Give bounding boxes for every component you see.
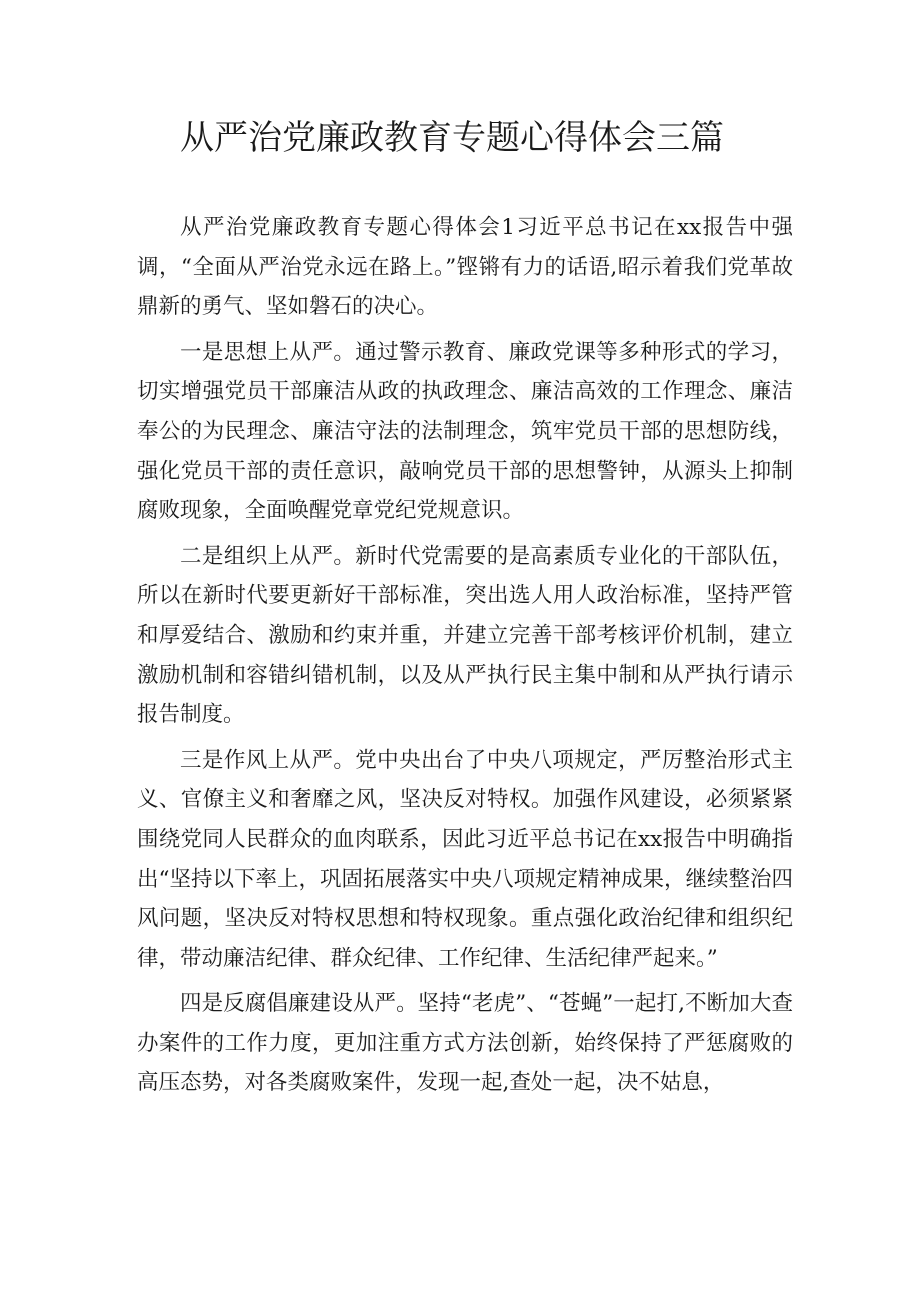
document-body: [137, 208, 793, 1109]
paragraph: 四是反腐倡廉建设从严。坚持“老虎”、“苍蝇”一起打,不断加大查办案件的工作力度，更加注重方式方法创新，始终保持了严惩腐败的高压态势，对各类腐败案件，发现一起,查处一起，决不姑息，: [137, 991, 793, 1096]
document-title: 从严治党廉政教育专题心得体会三篇: [180, 118, 724, 158]
paragraph: 二是组织上从严。新时代党需要的是高素质专业化的干部队伍，所以在新时代要更新好干部标准，突出选人用人政治标准，坚持严管和厚爱结合、激励和约束并重，并建立完善干部考核评价机制，建立激励机制和容错纠错机制，以及从严执行民主集中制和从严执行请示报告制度。: [137, 543, 793, 728]
paragraph: 从严治党廉政教育专题心得体会1习近平总书记在xx报告中强调，“全面从严治党永远在路上。”铿锵有力的话语,昭示着我们党革故鼎新的勇气、坚如磐石的决心。: [137, 215, 793, 320]
paragraph: 三是作风上从严。党中央出台了中央八项规定，严厉整治形式主义、官僚主义和奢靡之风，坚决反对特权。加强作风建设，必须紧紧围绕党同人民群众的血肉联系，因此习近平总书记在xx报告中明确指出“坚持以下率上，巩固拓展落实中央八项规定精神成果，继续整治四风问题，坚决反对特权思想和特权现象。重点强化政治纪律和组织纪律，带动廉洁纪律、群众纪律、工作纪律、生活纪律严起来。”: [137, 747, 793, 971]
paragraph: 一是思想上从严。通过警示教育、廉政党课等多种形式的学习，切实增强党员干部廉洁从政的执政理念、廉洁高效的工作理念、廉洁奉公的为民理念、廉洁守法的法制理念，筑牢党员干部的思想防线，强化党员干部的责任意识，敲响党员干部的思想警钟，从源头上抑制腐败现象，全面唤醒党章党纪党规意识。: [137, 339, 793, 524]
